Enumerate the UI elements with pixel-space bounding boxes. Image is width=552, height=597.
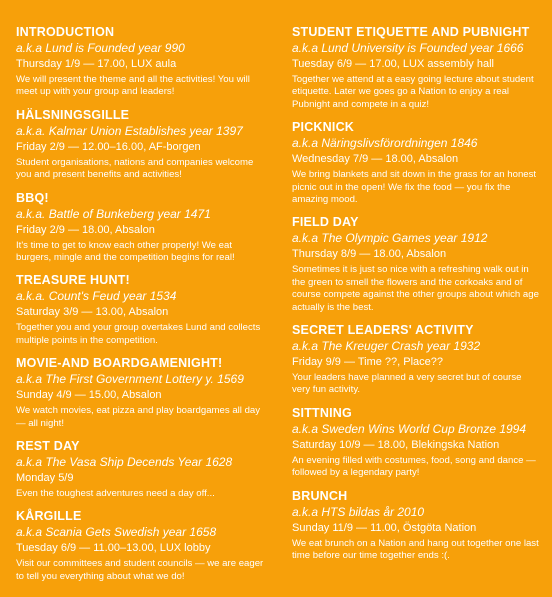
event-description: An evening filled with costumes, food, song and dance — followed by a legendary party! [292,454,536,479]
event-alias [292,230,542,246]
alias-name: The First Government Lottery y. 1569 [45,372,244,387]
event-time-place: Sunday 4/9 — 15.00, Absalon [16,389,162,402]
alias-prefix: a.k.a [16,372,43,387]
event-time-place: Friday 9/9 — Time ??, Place?? [292,356,444,369]
alias-prefix: a.k.a [292,421,319,436]
alias-name: Lund University is Founded year 1666 [321,41,524,55]
event-description: We watch movies, eat pizza and play boardgames all day — all night! [16,405,261,429]
event-description: Even the toughest adventures need a day off... [16,488,215,500]
event-alias [292,338,542,354]
event-description: Together we attend at a easy going lecture about student etiquette. Later we goes go a Nation to enjoy a real Pubnight and compete in a quiz! [292,74,534,110]
event-picknick [292,119,542,206]
event-bbq [16,190,264,265]
event-time-place: Friday 2/9 — 12.00–16.00, AF-borgen [16,140,201,153]
event-time-place: Thursday 1/9 — 17.00, LUX aula [16,58,177,70]
alias-name: Count's Feud year 1534 [48,289,177,304]
alias-prefix: a.k.a. [16,206,46,221]
alias-prefix: a.k.a [292,339,319,354]
event-alias [16,288,264,304]
alias-prefix: a.k.a [292,136,319,151]
alias-prefix: a.k.a [292,504,319,519]
alias-name: Scania Gets Swedish year 1658 [45,525,217,540]
event-description: Your leaders have planned a very secret but of course very fun activity. [292,372,522,396]
event-description: Together you and your group overtakes Lund and collects multiple points in the competition. [16,322,261,346]
event-title: SITTNING [292,405,352,420]
event-description: Student organisations, nations and companies welcome you and present benefits and activities! [16,156,254,181]
event-field-day [292,214,542,314]
event-description: We will present the theme and all the activities! You will meet up with your group and leaders! [16,74,250,98]
event-title: KÅRGILLE [16,509,82,524]
alias-prefix: a.k.a [16,525,43,540]
event-kargille [16,508,264,583]
event-description: Visit our committees and student councils — we are eager to tell you everything about what we do! [16,558,264,582]
alias-prefix: a.k.a [292,41,319,55]
event-time-place: Wednesday 7/9 — 18.00, Absalon [292,153,459,166]
left-column [16,24,264,591]
event-title: STUDENT ETIQUETTE AND PUBNIGHT [292,25,530,39]
event-description: Sometimes it is just so nice with a refreshing walk out in the green to smell the flowers and the corkoaks and of course compete against the other groups about which age actually is the best. [292,264,539,313]
event-rest-day [16,438,264,500]
event-title: REST DAY [16,439,80,454]
event-secret-leaders-activity [292,322,542,397]
alias-prefix: a.k.a. [16,289,46,304]
alias-name: The Kreuger Crash year 1932 [321,339,481,354]
event-introduction [16,24,264,99]
event-alias [292,504,542,520]
event-time-place: Thursday 8/9 — 18.00, Absalon [292,248,447,261]
event-time-place: Friday 2/9 — 18.00, Absalon [16,223,155,236]
event-treasure-hunt [16,272,264,347]
event-sittning [292,405,542,480]
event-alias [292,135,542,151]
event-brunch [292,488,542,563]
event-student-etiquette-and-pubnight [292,24,542,111]
event-time-place: Saturday 10/9 — 18.00, Blekingska Nation [292,438,500,451]
event-title: TREASURE HUNT! [16,273,130,288]
event-movie-and-boardgamenight [16,355,264,430]
event-alias [16,206,264,222]
right-column [292,24,542,571]
alias-prefix: a.k.a [16,455,43,470]
event-time-place: Tuesday 6/9 — 11.00–13.00, LUX lobby [16,542,211,555]
event-description: It's time to get to know each other properly! We eat burgers, mingle and the competition begins for real! [16,239,235,264]
alias-name: Kalmar Union Establishes year 1397 [48,123,243,138]
event-title: MOVIE-AND BOARDGAMENIGHT! [16,356,223,371]
alias-prefix: a.k.a [292,231,319,246]
event-time-place: Monday 5/9 [16,472,74,485]
event-alias [16,524,264,540]
event-title: INTRODUCTION [16,25,115,39]
event-alias [16,40,264,56]
event-time-place: Tuesday 6/9 — 17.00, LUX assembly hall [292,58,494,70]
event-title: BRUNCH [292,488,348,503]
event-alias [16,454,264,470]
event-title: PICKNICK [292,120,355,135]
event-alias [16,123,264,139]
event-description: We eat brunch on a Nation and hang out together one last time before our time together ends :(. [292,537,539,562]
event-title: FIELD DAY [292,215,359,230]
alias-name: The Olympic Games year 1912 [321,231,488,246]
alias-name: Sweden Wins World Cup Bronze 1994 [321,421,527,436]
alias-name: The Vasa Ship Decends Year 1628 [45,455,233,470]
alias-name: HTS bildas år 2010 [321,504,425,519]
event-alias [292,421,542,437]
alias-prefix: a.k.a [16,41,43,55]
alias-name: Näringslivsförordningen 1846 [321,136,478,151]
alias-name: Battle of Bunkeberg year 1471 [48,206,211,221]
event-alias [16,371,264,387]
alias-prefix: a.k.a. [16,123,46,138]
event-halsningsgille [16,107,264,182]
event-time-place: Saturday 3/9 — 13.00, Absalon [16,306,169,319]
alias-name: Lund is Founded year 990 [45,41,185,55]
event-time-place: Sunday 11/9 — 11.00, Östgöta Nation [292,521,477,534]
event-description: We bring blankets and sit down in the grass for an honest picnic out in the open! We fix the food — you fix the amazing mood. [292,169,537,206]
event-title: BBQ! [16,190,49,205]
event-alias [292,40,542,56]
event-title: SECRET LEADERS' ACTIVITY [292,323,474,338]
event-title: HÄLSNINGSGILLE [16,107,130,122]
